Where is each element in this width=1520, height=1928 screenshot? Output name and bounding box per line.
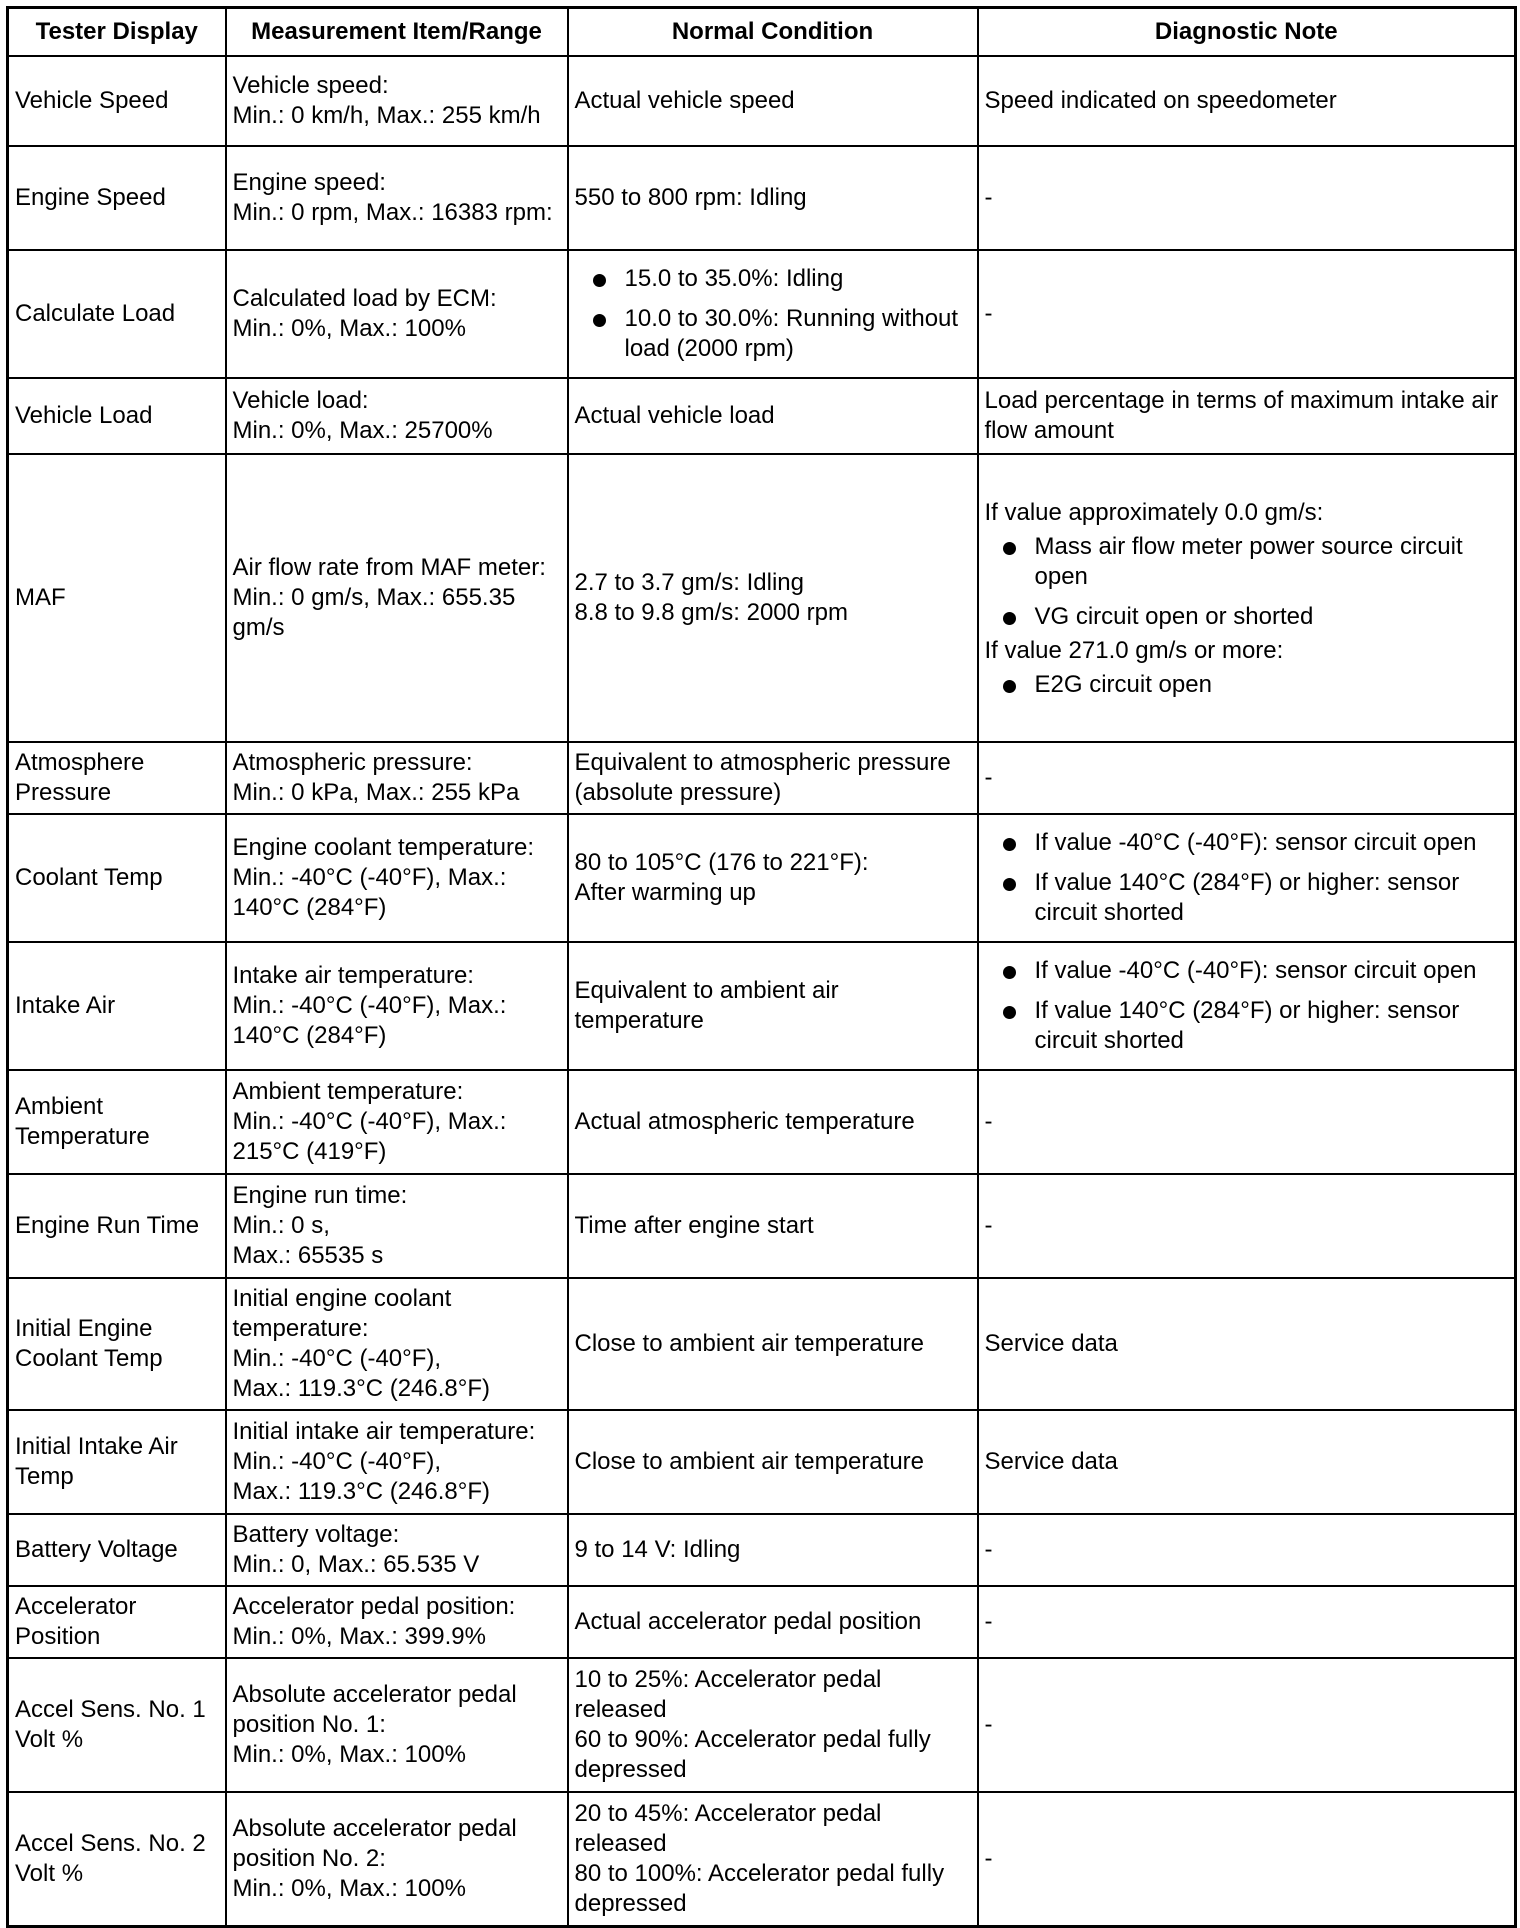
normal-condition-cell: Equivalent to atmospheric pressure (absolute pressure) bbox=[568, 742, 978, 814]
diagnostic-note-cell: - bbox=[978, 250, 1516, 378]
header-measurement-range: Measurement Item/Range bbox=[226, 8, 568, 57]
measurement-range-cell bbox=[226, 56, 568, 146]
tester-display-cell: Accel Sens. No. 2 Volt % bbox=[8, 1792, 226, 1926]
normal-condition-cell: Actual accelerator pedal position bbox=[568, 1586, 978, 1658]
normal-line: 80 to 105°C (176 to 221°F): bbox=[574, 849, 869, 876]
tester-display-cell: Initial Intake Air Temp bbox=[8, 1410, 226, 1514]
range-line: Min.: 0 kPa, Max.: 255 kPa bbox=[232, 779, 520, 806]
range-line: Min.: 0%, Max.: 100% bbox=[232, 315, 466, 342]
range-line: Absolute accelerator pedal position No. 1: bbox=[232, 1681, 517, 1738]
normal-line: 2.7 to 3.7 gm/s: Idling bbox=[574, 569, 804, 596]
diagnostic-note-cell: Load percentage in terms of maximum intake air flow amount bbox=[978, 378, 1516, 454]
range-line: Min.: 0, Max.: 65.535 V bbox=[232, 1551, 480, 1578]
range-line: Min.: 0 rpm, Max.: 16383 rpm: bbox=[232, 199, 553, 226]
range-line: Vehicle load: bbox=[232, 387, 369, 414]
table-row bbox=[8, 146, 1516, 250]
bullet-item: Mass air flow meter power source circuit open bbox=[985, 532, 1509, 592]
range-line: Min.: -40°C (-40°F), Max.: 140°C (284°F) bbox=[232, 992, 507, 1049]
normal-condition-cell: Actual vehicle speed bbox=[568, 56, 978, 146]
diagnostic-note-cell: - bbox=[978, 146, 1516, 250]
diagnostic-note-cell: - bbox=[978, 1792, 1516, 1926]
range-line: Min.: 0 km/h, Max.: 255 km/h bbox=[232, 102, 541, 129]
bullet-item: VG circuit open or shorted bbox=[985, 602, 1509, 632]
diagnostic-note-cell bbox=[978, 814, 1516, 942]
bullet-item: If value 140°C (284°F) or higher: sensor circuit shorted bbox=[985, 996, 1509, 1056]
diagnostic-note-cell: - bbox=[978, 1070, 1516, 1174]
tester-display-cell: Intake Air bbox=[8, 942, 226, 1070]
measurement-range-cell bbox=[226, 1586, 568, 1658]
note-intro: If value approximately 0.0 gm/s: bbox=[984, 499, 1324, 526]
range-line: Intake air temperature: bbox=[232, 962, 474, 989]
normal-condition-cell: Equivalent to ambient air temperature bbox=[568, 942, 978, 1070]
table-row bbox=[8, 250, 1516, 378]
bullet-list bbox=[985, 532, 1509, 632]
table-row bbox=[8, 1792, 1516, 1926]
tester-display-cell: Accelerator Position bbox=[8, 1586, 226, 1658]
tester-display-cell: Vehicle Load bbox=[8, 378, 226, 454]
measurement-range-cell bbox=[226, 1514, 568, 1586]
range-line: Min.: 0%, Max.: 100% bbox=[232, 1874, 466, 1902]
measurement-range-cell bbox=[226, 146, 568, 250]
diagnostic-note-cell: Service data bbox=[978, 1410, 1516, 1514]
range-line: Min.: -40°C (-40°F), bbox=[232, 1448, 442, 1475]
measurement-range-cell bbox=[226, 378, 568, 454]
header-normal-condition: Normal Condition bbox=[568, 8, 978, 57]
diagnostic-note-cell: - bbox=[978, 1658, 1516, 1792]
range-line: Initial intake air temperature: bbox=[232, 1418, 536, 1445]
tester-display-cell: Battery Voltage bbox=[8, 1514, 226, 1586]
table-row bbox=[8, 742, 1516, 814]
normal-line: After warming up bbox=[574, 879, 756, 906]
measurement-range-cell bbox=[226, 1410, 568, 1514]
measurement-range-cell bbox=[226, 814, 568, 942]
data-list-table bbox=[6, 6, 1517, 1928]
tester-display-cell: Vehicle Speed bbox=[8, 56, 226, 146]
table-row bbox=[8, 1278, 1516, 1410]
range-line: Min.: -40°C (-40°F), Max.: 140°C (284°F) bbox=[232, 864, 507, 921]
normal-condition-cell bbox=[568, 454, 978, 742]
measurement-range-cell bbox=[226, 742, 568, 814]
normal-condition-cell: Actual vehicle load bbox=[568, 378, 978, 454]
measurement-range-cell bbox=[226, 1174, 568, 1278]
measurement-range-cell bbox=[226, 1792, 568, 1926]
measurement-range-cell bbox=[226, 454, 568, 742]
range-line: Air flow rate from MAF meter: bbox=[232, 554, 546, 581]
diagnostic-note-cell: - bbox=[978, 742, 1516, 814]
bullet-item: If value -40°C (-40°F): sensor circuit open bbox=[985, 828, 1509, 858]
normal-condition-cell: Time after engine start bbox=[568, 1174, 978, 1278]
measurement-range-cell bbox=[226, 1278, 568, 1410]
normal-condition-cell: Actual atmospheric temperature bbox=[568, 1070, 978, 1174]
range-line: Min.: 0%, Max.: 100% bbox=[232, 1741, 466, 1768]
measurement-range-cell bbox=[226, 942, 568, 1070]
bullet-item: E2G circuit open bbox=[985, 670, 1509, 700]
bullet-item: 15.0 to 35.0%: Idling bbox=[575, 264, 971, 294]
tester-display-cell: MAF bbox=[8, 454, 226, 742]
range-line: Max.: 65535 s bbox=[232, 1242, 384, 1269]
normal-line: 8.8 to 9.8 gm/s: 2000 rpm bbox=[574, 599, 848, 626]
bullet-list bbox=[575, 264, 971, 364]
bullet-list bbox=[985, 828, 1509, 928]
range-line: Accelerator pedal position: bbox=[232, 1593, 516, 1620]
tester-display-cell: Coolant Temp bbox=[8, 814, 226, 942]
table-row bbox=[8, 1410, 1516, 1514]
bullet-list bbox=[985, 956, 1509, 1056]
range-line: Engine coolant temperature: bbox=[232, 834, 535, 861]
range-line: Battery voltage: bbox=[232, 1521, 400, 1548]
tester-display-cell: Calculate Load bbox=[8, 250, 226, 378]
range-line: Max.: 119.3°C (246.8°F) bbox=[232, 1375, 491, 1402]
bullet-list bbox=[985, 670, 1509, 700]
range-line: Min.: -40°C (-40°F), bbox=[232, 1345, 442, 1372]
note-intro: If value 271.0 gm/s or more: bbox=[984, 637, 1284, 664]
normal-condition-cell: 9 to 14 V: Idling bbox=[568, 1514, 978, 1586]
range-line: Max.: 119.3°C (246.8°F) bbox=[232, 1478, 491, 1505]
measurement-range-cell bbox=[226, 1658, 568, 1792]
diagnostic-note-cell: - bbox=[978, 1174, 1516, 1278]
range-line: Absolute accelerator pedal position No. 2: bbox=[232, 1814, 517, 1872]
tester-display-cell: Ambient Temperature bbox=[8, 1070, 226, 1174]
range-line: Engine speed: bbox=[232, 169, 386, 196]
table-row bbox=[8, 378, 1516, 454]
normal-line: 20 to 45%: Accelerator pedal released bbox=[574, 1799, 882, 1857]
tester-display-cell: Atmosphere Pressure bbox=[8, 742, 226, 814]
range-line: Ambient temperature: bbox=[232, 1078, 464, 1105]
normal-condition-cell bbox=[568, 1792, 978, 1926]
header-diagnostic-note: Diagnostic Note bbox=[978, 8, 1516, 57]
diagnostic-note-cell bbox=[978, 942, 1516, 1070]
tester-display-cell: Accel Sens. No. 1 Volt % bbox=[8, 1658, 226, 1792]
normal-line: 60 to 90%: Accelerator pedal fully depressed bbox=[574, 1726, 931, 1783]
range-line: Min.: 0 s, bbox=[232, 1212, 330, 1239]
normal-condition-cell: Close to ambient air temperature bbox=[568, 1410, 978, 1514]
bullet-item: If value -40°C (-40°F): sensor circuit open bbox=[985, 956, 1509, 986]
normal-line: 80 to 100%: Accelerator pedal fully depressed bbox=[574, 1859, 945, 1917]
normal-condition-cell bbox=[568, 1658, 978, 1792]
range-line: Engine run time: bbox=[232, 1182, 408, 1209]
table-row bbox=[8, 1586, 1516, 1658]
range-line: Min.: 0%, Max.: 399.9% bbox=[232, 1623, 486, 1650]
normal-condition-cell: Close to ambient air temperature bbox=[568, 1278, 978, 1410]
tester-display-cell: Engine Speed bbox=[8, 146, 226, 250]
normal-condition-cell bbox=[568, 814, 978, 942]
measurement-range-cell bbox=[226, 250, 568, 378]
normal-line: 10 to 25%: Accelerator pedal released bbox=[574, 1666, 882, 1723]
table-row bbox=[8, 1174, 1516, 1278]
normal-condition-cell bbox=[568, 250, 978, 378]
bullet-item: If value 140°C (284°F) or higher: sensor circuit shorted bbox=[985, 868, 1509, 928]
range-line: Min.: 0%, Max.: 25700% bbox=[232, 417, 493, 444]
table-row bbox=[8, 942, 1516, 1070]
diagnostic-note-cell: - bbox=[978, 1514, 1516, 1586]
header-tester-display: Tester Display bbox=[8, 8, 226, 57]
table-row bbox=[8, 56, 1516, 146]
diagnostic-note-cell: Speed indicated on speedometer bbox=[978, 56, 1516, 146]
table-row bbox=[8, 1514, 1516, 1586]
range-line: Atmospheric pressure: bbox=[232, 749, 473, 776]
range-line: Initial engine coolant temperature: bbox=[232, 1285, 452, 1342]
header-row bbox=[8, 8, 1516, 57]
range-line: Vehicle speed: bbox=[232, 72, 389, 99]
normal-condition-cell: 550 to 800 rpm: Idling bbox=[568, 146, 978, 250]
diagnostic-note-cell: Service data bbox=[978, 1278, 1516, 1410]
tester-display-cell: Initial Engine Coolant Temp bbox=[8, 1278, 226, 1410]
table-row bbox=[8, 1658, 1516, 1792]
bullet-item: 10.0 to 30.0%: Running without load (2000 rpm) bbox=[575, 304, 971, 364]
range-line: Min.: -40°C (-40°F), Max.: 215°C (419°F) bbox=[232, 1108, 507, 1165]
table-row bbox=[8, 454, 1516, 742]
table-row bbox=[8, 1070, 1516, 1174]
tester-display-cell: Engine Run Time bbox=[8, 1174, 226, 1278]
diagnostic-note-cell bbox=[978, 454, 1516, 742]
diagnostic-note-cell: - bbox=[978, 1586, 1516, 1658]
range-line: Calculated load by ECM: bbox=[232, 285, 497, 312]
range-line: Min.: 0 gm/s, Max.: 655.35 gm/s bbox=[232, 584, 516, 641]
measurement-range-cell bbox=[226, 1070, 568, 1174]
table-row bbox=[8, 814, 1516, 942]
